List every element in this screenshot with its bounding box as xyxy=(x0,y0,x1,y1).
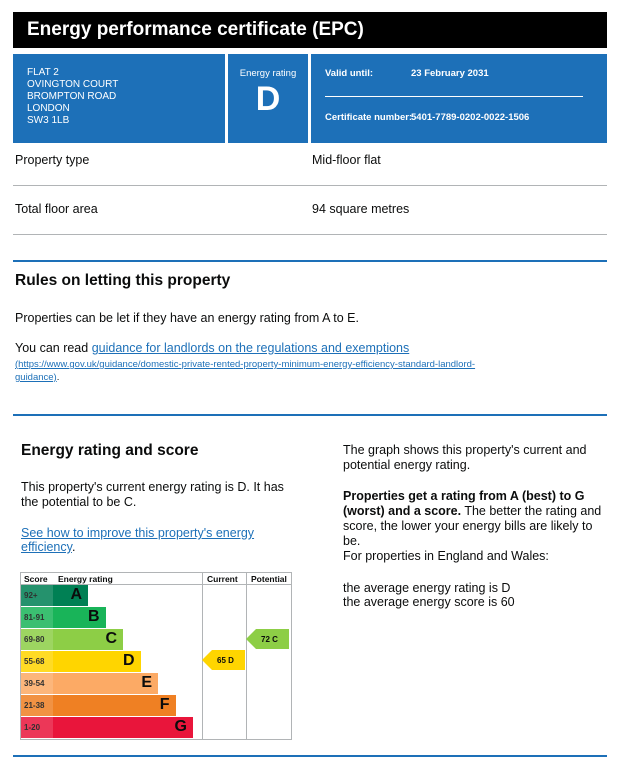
band-letter-f: F xyxy=(159,696,170,713)
rating-explanation-bold: Properties get a rating from A (best) to G (worst) and a score. xyxy=(343,489,585,518)
band-letter-d: D xyxy=(122,652,135,669)
divider xyxy=(13,234,607,235)
guidance-paragraph xyxy=(15,341,409,356)
chart-header-score: Score xyxy=(24,574,48,584)
guidance-url-link-end[interactable]: guidance) xyxy=(15,372,57,383)
guidance-link[interactable]: guidance for landlords on the regulations and exemptions xyxy=(91,341,410,355)
floor-area-value: 94 square metres xyxy=(312,202,410,216)
band-letter-e: E xyxy=(141,674,152,691)
property-type-value: Mid-floor flat xyxy=(312,153,381,167)
average-score: the average energy score is 60 xyxy=(343,595,515,609)
graph-intro: The graph shows this property's current and potential energy rating. xyxy=(343,443,587,472)
improve-link-text[interactable]: See how to improve this property's energy xyxy=(21,526,255,540)
band-bar-g xyxy=(53,717,193,738)
guidance-suffix: . xyxy=(56,372,60,383)
divider xyxy=(13,185,607,186)
band-letter-a: A xyxy=(70,586,82,603)
address-line: BROMPTON ROAD xyxy=(27,91,117,102)
rules-heading: Rules on letting this property xyxy=(15,272,231,289)
improve-link-line2 xyxy=(21,540,75,555)
guidance-prefix: You can read xyxy=(15,341,92,355)
certificate-number: 5401-7789-0202-0022-1506 xyxy=(411,112,530,123)
band-score-g: 1-20 xyxy=(21,717,53,738)
certificate-number-label: Certificate number: xyxy=(325,112,413,123)
band-bar-e xyxy=(53,673,158,694)
rating-explanation xyxy=(343,489,613,549)
band-bar-c xyxy=(53,629,123,650)
band-score-b: 81-91 xyxy=(21,607,53,628)
energy-rating-label: Energy rating xyxy=(239,68,297,79)
chart-header-rating: Energy rating xyxy=(58,574,113,584)
potential-rating-label: 72 C xyxy=(261,635,278,644)
rating-explanation-rest: The better the rating and score, the lower your energy bills are likely to be. xyxy=(343,504,602,548)
energy-rating-letter: D xyxy=(255,80,281,118)
guidance-url-link[interactable]: (https://www.gov.uk/guidance/domestic-private-rented-property-minimum-energy-efficiency-standard-landlord- xyxy=(15,359,476,370)
property-type-label: Property type xyxy=(15,153,90,167)
address-line: SW3 1LB xyxy=(27,115,70,126)
address-line: FLAT 2 xyxy=(27,67,59,78)
band-letter-b: B xyxy=(87,608,100,625)
chart-header-potential: Potential xyxy=(251,574,287,584)
section-divider xyxy=(13,414,607,416)
address-line: LONDON xyxy=(27,103,70,114)
improve-suffix: . xyxy=(71,540,76,554)
band-score-a: 92+ xyxy=(21,585,53,606)
rules-paragraph: Properties can be let if they have an energy rating from A to E. xyxy=(15,311,359,325)
average-rating: the average energy rating is D xyxy=(343,581,511,595)
improve-link[interactable] xyxy=(21,526,254,541)
chart-header-current: Current xyxy=(207,574,238,584)
band-score-e: 39-54 xyxy=(21,673,53,694)
region-text: For properties in England and Wales: xyxy=(343,549,549,563)
improve-link-text-end[interactable]: efficiency xyxy=(21,540,72,554)
band-bar-d xyxy=(53,651,141,672)
band-letter-g: G xyxy=(174,718,187,735)
current-rating-label: 65 D xyxy=(217,656,234,665)
page-title: Energy performance certificate (EPC) xyxy=(27,19,364,40)
energy-paragraph: This property's current energy rating is D. It has the potential to be C. xyxy=(21,480,284,509)
section-divider xyxy=(13,755,607,757)
band-bar-f xyxy=(53,695,176,716)
section-divider xyxy=(13,260,607,262)
band-bar-b xyxy=(53,607,106,628)
floor-area-label: Total floor area xyxy=(15,202,98,216)
band-bar-a xyxy=(53,585,88,606)
band-score-f: 21-38 xyxy=(21,695,53,716)
band-letter-c: C xyxy=(105,630,117,647)
address-line: OVINGTON COURT xyxy=(27,79,119,90)
divider xyxy=(325,96,583,97)
valid-until-label: Valid until: xyxy=(325,68,374,79)
energy-heading: Energy rating and score xyxy=(21,442,199,459)
guidance-url-tail xyxy=(15,371,59,384)
band-score-d: 55-68 xyxy=(21,651,53,672)
valid-until-date: 23 February 2031 xyxy=(411,68,489,79)
band-score-c: 69-80 xyxy=(21,629,53,650)
